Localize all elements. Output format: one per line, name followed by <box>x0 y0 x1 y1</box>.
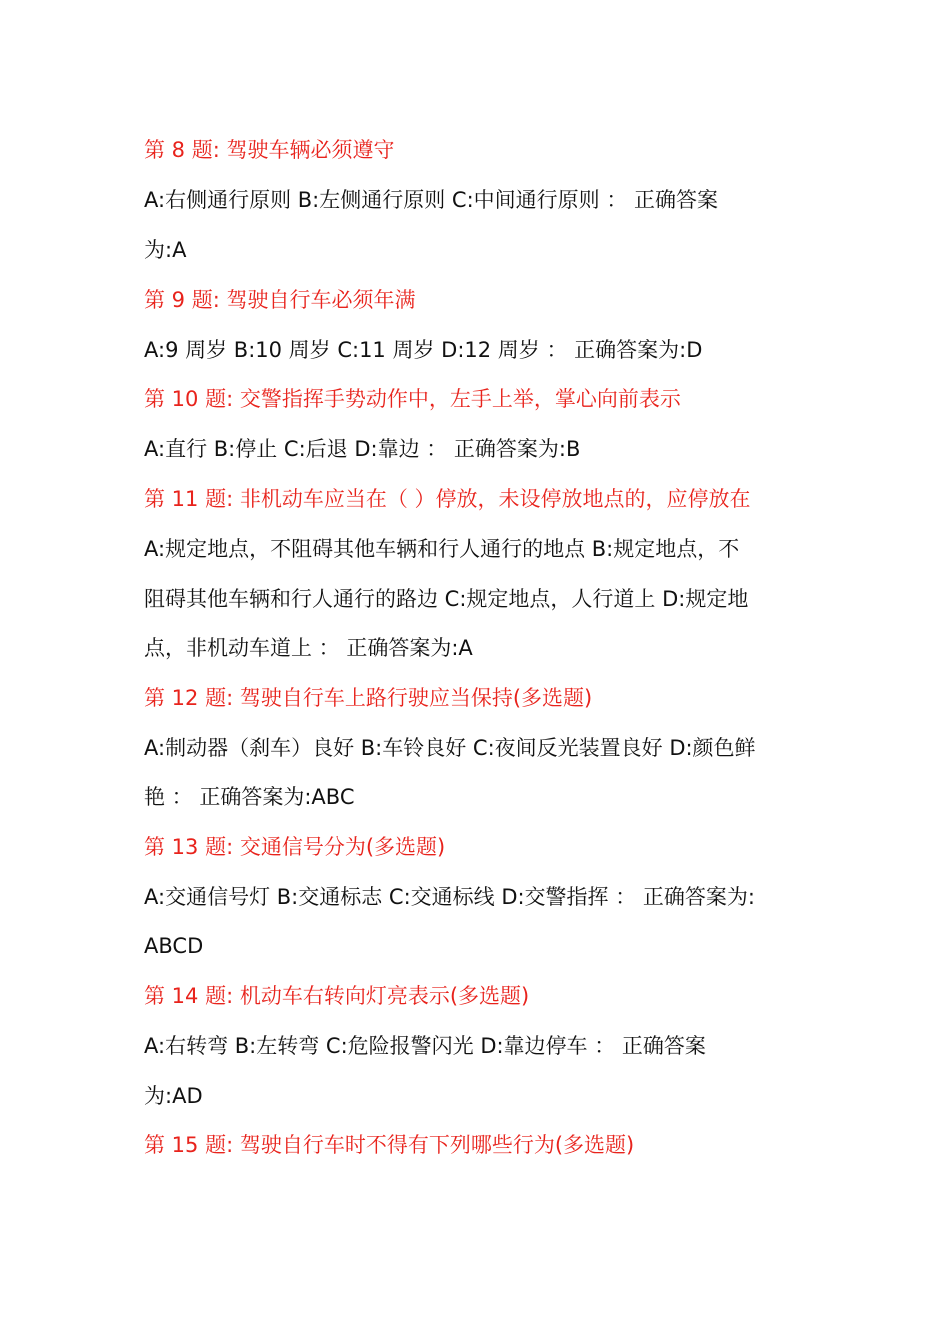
question-8-answer: 为:A <box>144 238 187 262</box>
question-8-options: A:右侧通行原则 B:左侧通行原则 C:中间通行原则 ： 正确答案 <box>144 188 718 212</box>
question-11-title: 第 11 题: 非机动车应当在（ ）停放，未设停放地点的，应停放在 <box>144 487 751 511</box>
question-11-options-2: 阻碍其他车辆和行人通行的路边 C:规定地点，人行道上 D:规定地 <box>144 587 749 611</box>
question-14-options: A:右转弯 B:左转弯 C:危险报警闪光 D:靠边停车 ： 正确答案 <box>144 1034 706 1058</box>
question-11-options-1: A:规定地点，不阻碍其他车辆和行人通行的地点 B:规定地点，不 <box>144 537 740 561</box>
question-13-options: A:交通信号灯 B:交通标志 C:交通标线 D:交警指挥 ： 正确答案为: <box>144 885 755 909</box>
question-14-title: 第 14 题: 机动车右转向灯亮表示(多选题) <box>144 984 530 1008</box>
question-15-title: 第 15 题: 驾驶自行车时不得有下列哪些行为(多选题) <box>144 1133 635 1157</box>
question-11-answer: 点，非机动车道上 ： 正确答案为:A <box>144 636 473 660</box>
question-10-options: A:直行 B:停止 C:后退 D:靠边 ： 正确答案为:B <box>144 437 581 461</box>
question-13-title: 第 13 题: 交通信号分为(多选题) <box>144 835 446 859</box>
question-9-title: 第 9 题: 驾驶自行车必须年满 <box>144 288 416 312</box>
question-10-title: 第 10 题: 交警指挥手势动作中，左手上举，掌心向前表示 <box>144 387 681 411</box>
question-12-title: 第 12 题: 驾驶自行车上路行驶应当保持(多选题) <box>144 686 593 710</box>
question-13-answer: ABCD <box>144 934 204 958</box>
question-8-title: 第 8 题: 驾驶车辆必须遵守 <box>144 138 395 162</box>
question-14-answer: 为:AD <box>144 1084 203 1108</box>
question-12-options: A:制动器（刹车）良好 B:车铃良好 C:夜间反光装置良好 D:颜色鲜 <box>144 736 756 760</box>
question-9-options: A:9 周岁 B:10 周岁 C:11 周岁 D:12 周岁 ： 正确答案为:D <box>144 338 703 362</box>
question-12-answer: 艳 ： 正确答案为:ABC <box>144 785 355 809</box>
